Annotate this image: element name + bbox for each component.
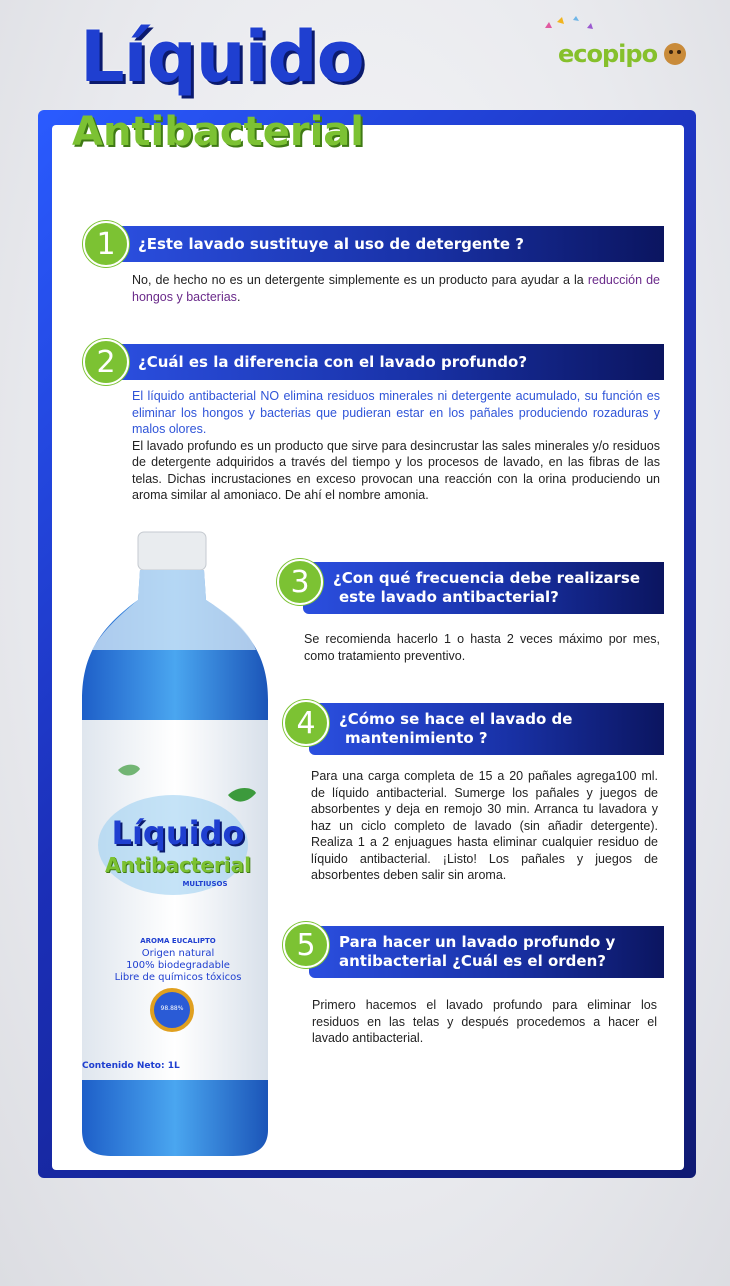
question-5-line2: antibacterial ¿Cuál es el orden? (339, 952, 606, 970)
answer-1-text: No, de hecho no es un detergente simplemente es un producto para ayudar a la (132, 273, 588, 287)
bottle-label-line1: Origen natural (141, 948, 215, 959)
bottle-label-type: MULTIUSOS (182, 880, 228, 888)
bottle-label-subtitle: Antibacterial (105, 853, 251, 877)
page-title: Líquido (80, 16, 364, 98)
question-1: ¿Este lavado sustituye al uso de detergente ? (108, 226, 664, 262)
bottle-label-line3: Libre de químicos tóxicos (114, 972, 242, 983)
bottle-net-content: Contenido Neto: 1L (82, 1061, 180, 1071)
step-3-badge: 3 (277, 559, 323, 605)
question-4-line1: ¿Cómo se hace el lavado de (339, 709, 573, 728)
bottle-seal: 98.88% (160, 1005, 184, 1012)
answer-2-body: El lavado profundo es un producto que sirve para desincrustar las sales minerales y/o residuos de detergente adquiridos a través del tiempo y los procesos de lavado, en las fibras de las telas. Dichas incrustaciones en exceso provocan una reacción con la orina produciendo un aroma similar al amoniaco. De ahí el nombre amonia. (132, 438, 660, 502)
question-4 (309, 703, 664, 755)
answer-2-note: El líquido antibacterial NO elimina residuos minerales ni detergente acumulado, su función es eliminar los hongos y bacterias que pudieran estar en los pañales produciendo rozaduras y malos olores. (132, 389, 660, 436)
page-subtitle: Antibacterial (72, 109, 364, 155)
question-5 (309, 926, 664, 978)
question-3-line1: ¿Con qué frecuencia debe realizarse (333, 568, 640, 587)
bottle-label-title: Líquido (111, 814, 245, 852)
question-2: ¿Cuál es la diferencia con el lavado profundo? (108, 344, 664, 380)
step-5-badge: 5 (283, 922, 329, 968)
question-5-line1: Para hacer un lavado profundo y (339, 932, 616, 951)
bottle-label-aroma: AROMA EUCALIPTO (140, 937, 216, 945)
question-4-line2: mantenimiento ? (345, 729, 488, 747)
step-4-badge: 4 (283, 700, 329, 746)
question-3 (303, 562, 664, 614)
logo-text: ecopipo (558, 40, 658, 68)
answer-4: Para una carga completa de 15 a 20 pañales agrega100 ml. de líquido antibacterial. Sumerge los pañales y juegos de absorbentes y deja en remojo 30 min. Arranca tu lavadora y haz un ciclo completo de lavado (sin añadir detergente). Realiza 1 a 2 enjuagues hasta eliminar cualquier residuo de líquido antibacterial. ¡Listo! Los pañales y juegos de absorbentes deben salir sin aroma. (311, 769, 658, 882)
answer-5: Primero hacemos el lavado profundo para eliminar los residuos en las telas y después procedemos a hacer el lavado antibacterial. (312, 998, 657, 1045)
step-2-badge: 2 (83, 339, 129, 385)
answer-1 (132, 272, 660, 305)
answer-1-highlight: reducción de hongos y bacterias (132, 273, 661, 304)
question-3-line2: este lavado antibacterial? (339, 588, 559, 606)
step-1-badge: 1 (83, 221, 129, 267)
answer-2 (132, 388, 660, 504)
bottle-label-line2: 100% biodegradable (126, 960, 230, 971)
answer-1-end: . (236, 289, 241, 304)
answer-3: Se recomienda hacerlo 1 o hasta 2 veces máximo por mes, como tratamiento preventivo. (304, 632, 660, 663)
